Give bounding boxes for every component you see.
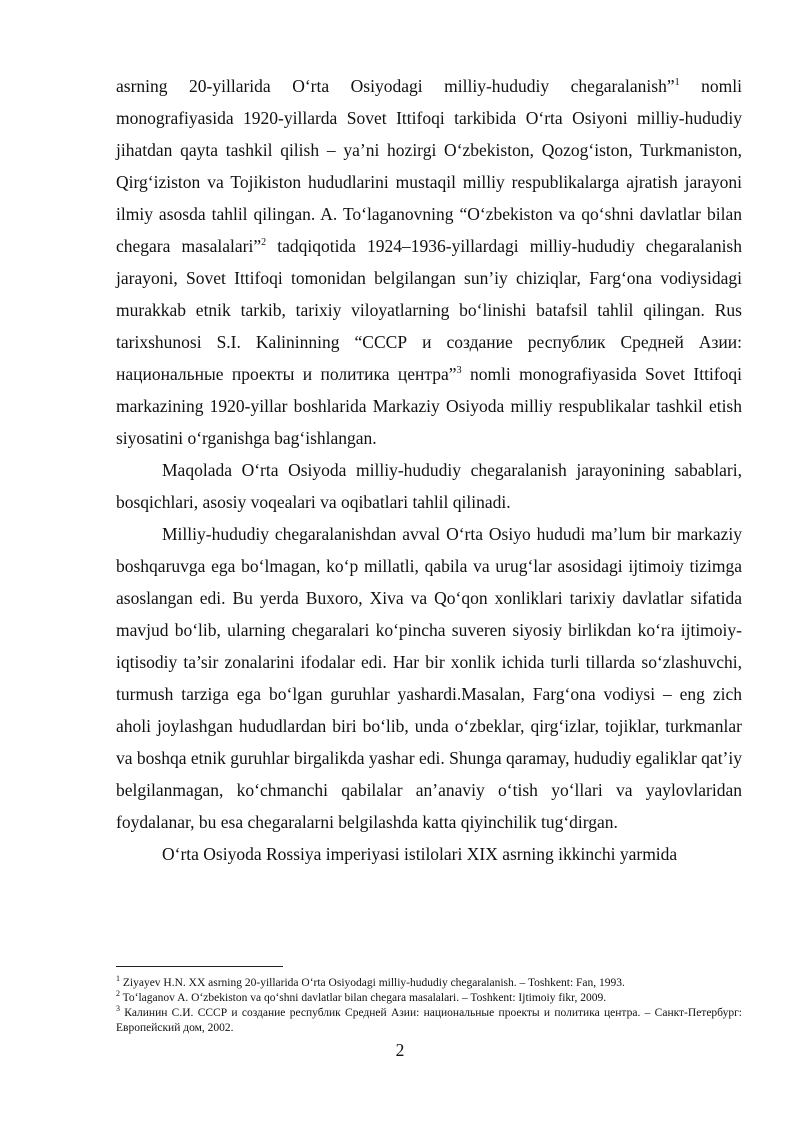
paragraph [116, 454, 742, 518]
body-text [116, 70, 742, 870]
footnote [116, 1006, 742, 1036]
paragraph [116, 838, 742, 870]
paragraph [116, 70, 742, 454]
footnote-ref: 1 [674, 77, 680, 89]
footnote-ref: 3 [456, 365, 462, 377]
paragraph-text: Maqolada O‘rta Osiyoda milliy-hududiy chegaralanish jarayonining sabablari, bosqichlari, asosiy voqealari va oqibatlari tahlil qilinadi. [116, 460, 742, 512]
footnote-number: 1 [116, 974, 120, 984]
footnote-number: 3 [116, 1004, 120, 1014]
footnote-separator [116, 966, 283, 967]
footnote-text: To‘laganov A. O‘zbekiston va qo‘shni davlatlar bilan chegara masalalari. – Toshkent: Ijtimoiy fikr, 2009. [120, 992, 607, 1004]
page-number: 2 [395, 1040, 405, 1060]
paragraph-text: nomli monografiyasida 1920-yillarda Sovet Ittifoqi tarkibida O‘rta Osiyoni milliy-hududiy jihatdan qayta tashkil qilish – ya’ni hozirgi O‘zbekiston, Qozog‘iston, Turkmaniston, Qirg‘iziston va Tojikiston hududlarini mustaqil milliy respublikalarga ajratish jarayoni ilmiy asosda tahlil qilingan. A. To‘laganovning “O‘zbekiston va qo‘shni davlatlar bilan chegara masalalari” [116, 76, 743, 256]
paragraph-text: asrning 20-yillarida O‘rta Osiyodagi milliy-hududiy chegaralanish” [116, 76, 675, 96]
paragraph-text: O‘rta Osiyoda Rossiya imperiyasi istilolari XIX asrning ikkinchi yarmida [162, 844, 678, 864]
paragraph-text: Milliy-hududiy chegaralanishdan avval O‘rta Osiyo hududi ma’lum bir markaziy boshqaruvga ega bo‘lmagan, ko‘p millatli, qabila va urug‘lar asosidagi ijtimoiy tizimga asoslangan edi. Bu yerda Buxoro, Xiva va Qo‘qon xonliklari tarixiy davlatlar sifatida mavjud bo‘lib, ularning chegaralari ko‘pincha suveren siyosiy birlikdan ko‘ra ijtimoiy-iqtisodiy ta’sir zonalarini ifodalar edi. Har bir xonlik ichida turli tillarda so‘zlashuvchi, turmush tarziga ega bo‘lgan guruhlar yashardi.Masalan, Farg‘ona vodiysi – eng zich aholi joylashgan hududlardan biri bo‘lib, unda o‘zbeklar, qirg‘izlar, tojiklar, turkmanlar va boshqa etnik guruhlar birgalikda yashar edi. Shunga qaramay, hududiy egaliklar qat’iy belgilanmagan, ko‘chmanchi qabilalar an’anaviy o‘tish yo‘llari va yaylovlaridan foydalanar, bu esa chegaralarni belgilashda katta qiyinchilik tug‘dirgan. [116, 524, 742, 832]
footnote [116, 976, 742, 991]
footnote-text: Ziyayev H.N. XX asrning 20-yillarida O‘rta Osiyodagi milliy-hududiy chegaralanish. – Toshkent: Fan, 1993. [120, 977, 625, 989]
paragraph-text: nomli monografiyasida Sovet Ittifoqi markazining 1920-yillar boshlarida Markaziy Osiyoda milliy respublikalar tashkil etish siyosatini o‘rganishga bag‘ishlangan. [116, 364, 742, 448]
footnote [116, 991, 742, 1006]
footnote-ref: 2 [261, 237, 267, 249]
footnote-text: Калинин С.И. СССР и создание республик Средней Азии: национальные проекты и политика центра. – Санкт-Петербург: Европейский дом, 2002. [116, 1007, 742, 1034]
paragraph-text: tadqiqotida 1924–1936-yillardagi milliy-hududiy chegaralanish jarayoni, Sovet Ittifoqi tomonidan belgilangan sun’iy chiziqlar, Farg‘ona vodiysidagi murakkab etnik tarkib, tarixiy viloyatlarning bo‘linishi batafsil tahlil qilingan. Rus tarixshunosi S.I. Kalininning “СССР и создание республик Средней Азии: национальные проекты и политика центра” [116, 236, 742, 384]
footnotes [116, 976, 742, 1036]
footnote-number: 2 [116, 989, 120, 999]
paragraph [116, 518, 742, 838]
